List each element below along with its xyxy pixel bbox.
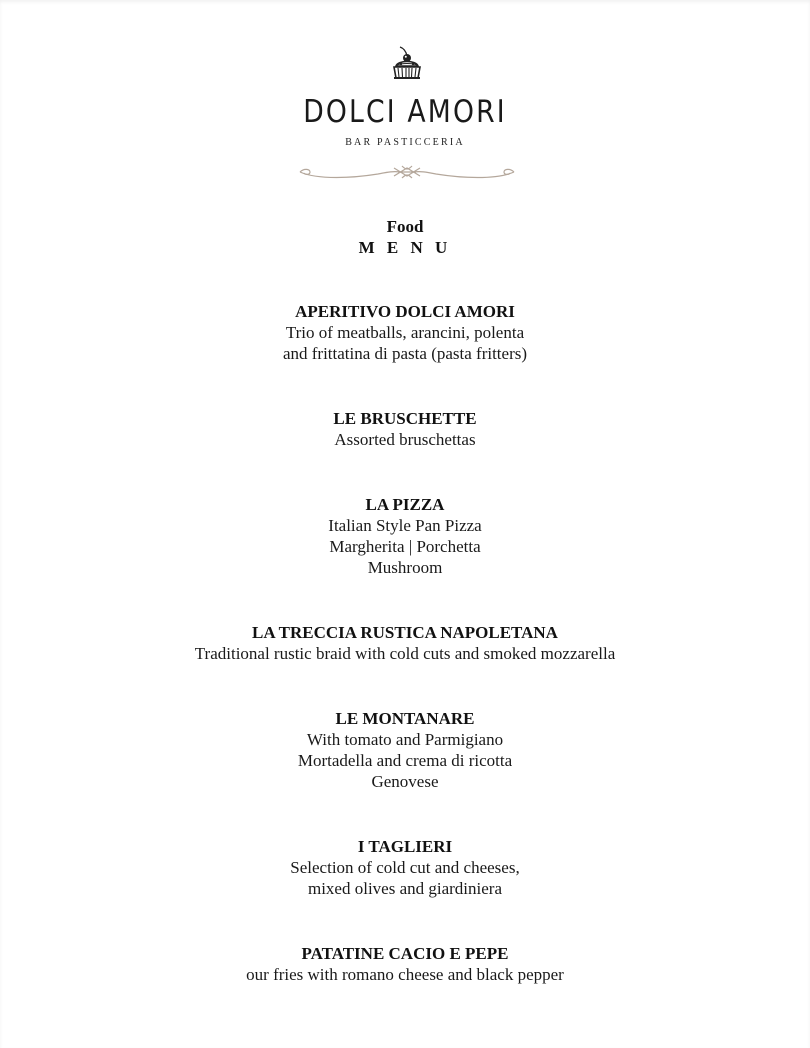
- section-description: our fries with romano cheese and black pepper: [246, 965, 564, 984]
- section-description: mixed olives and giardiniera: [307, 879, 503, 898]
- section-description: and frittatina di pasta (pasta fritters): [282, 344, 528, 363]
- section-title: PATATINE CACIO E PEPE: [301, 944, 509, 963]
- menu-section-pizza: [0, 494, 810, 578]
- menu-section-taglieri: [0, 836, 810, 899]
- menu-section-patatine: [0, 943, 810, 985]
- menu-section-treccia: [0, 622, 810, 664]
- section-title: LE MONTANARE: [335, 709, 475, 728]
- section-title: I TAGLIERI: [357, 837, 453, 856]
- section-title: LE BRUSCHETTE: [333, 409, 477, 428]
- brand-tagline: BAR PASTICCERIA: [345, 137, 465, 148]
- section-description: Traditional rustic braid with cold cuts and smoked mozzarella: [194, 644, 616, 663]
- section-description: Assorted bruschettas: [334, 430, 476, 449]
- food-label: Food: [386, 217, 424, 236]
- section-title: LA PIZZA: [365, 495, 445, 514]
- menu-header: [0, 216, 810, 259]
- section-description: Genovese: [371, 772, 439, 791]
- section-description: Selection of cold cut and cheeses,: [290, 858, 520, 877]
- menu-section-bruschette: [0, 408, 810, 450]
- flourish-divider-icon: [298, 162, 516, 184]
- menu-section-aperitivo: [0, 301, 810, 364]
- section-description: Mortadella and crema di ricotta: [297, 751, 513, 770]
- section-description: Mushroom: [367, 558, 443, 577]
- section-title: LA TRECCIA RUSTICA NAPOLETANA: [252, 623, 558, 642]
- section-description: Margherita | Porchetta: [329, 537, 481, 556]
- section-description: Italian Style Pan Pizza: [328, 516, 482, 535]
- menu-label: M E N U: [358, 238, 452, 257]
- section-title: APERITIVO DOLCI AMORI: [295, 302, 515, 321]
- section-description: With tomato and Parmigiano: [306, 730, 504, 749]
- section-description: Trio of meatballs, arancini, polenta: [285, 323, 525, 342]
- menu-section-montanare: [0, 708, 810, 792]
- cake-with-cherry-icon: [389, 44, 425, 86]
- brand-name: DOLCI AMORI: [303, 94, 507, 130]
